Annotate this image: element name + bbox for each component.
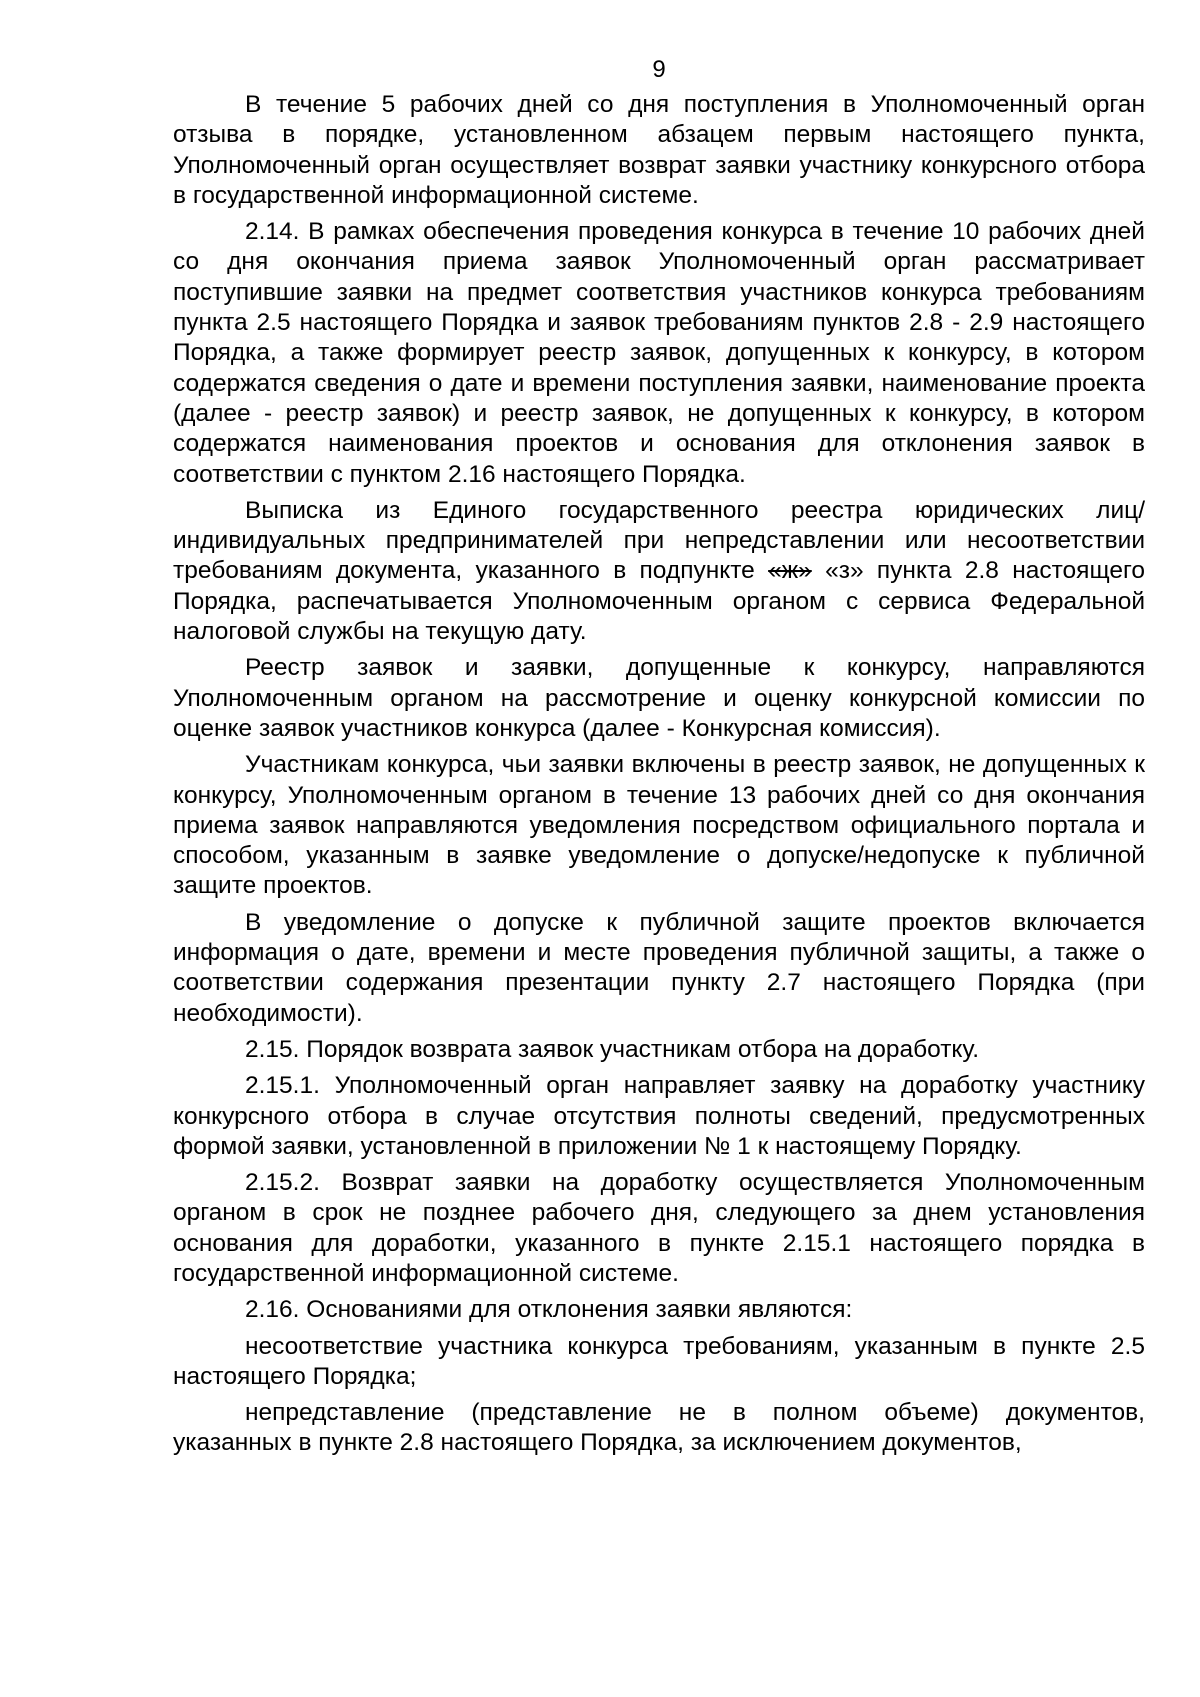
- paragraph-participant-notifications: Участникам конкурса, чьи заявки включены в реестр заявок, не допущенных к конкурсу, Уполномоченным органом в течение 13 рабочих дней со дня окончания приема заявок направляются уведомления посредством официального портала и способом, указанным в заявке уведомление о допуске/недопуске к публичной защите проектов.: [173, 751, 1145, 900]
- paragraph-2-14: 2.14. В рамках обеспечения проведения конкурса в течение 10 рабочих дней со дня окончания приема заявок Уполномоченный орган рассматривает поступившие заявки на предмет соответствия участников конкурса требованиям пункта 2.5 настоящего Порядка и заявок требованиям пунктов 2.8 - 2.9 настоящего Порядка, а также формирует реестр заявок, допущенных к конкурсу, в котором содержатся сведения о дате и времени поступления заявки, наименование проекта (далее - реестр заявок) и реестр заявок, не допущенных к конкурсу, в котором содержатся наименования проектов и основания для отклонения заявок в соответствии с пунктом 2.16 настоящего Порядка.: [173, 218, 1145, 488]
- paragraph-2-15: 2.15. Порядок возврата заявок участникам отбора на доработку.: [245, 1035, 980, 1063]
- paragraph-admission-notice: В уведомление о допуске к публичной защите проектов включается информация о дате, времени и месте проведения публичной защиты, а также о соответствии содержания презентации пункту 2.7 настоящего Порядка (при необходимости).: [173, 908, 1145, 1027]
- paragraph-rejection-reason-2: непредставление (представление не в полном объеме) документов, указанных в пункте 2.8 настоящего Порядка, за исключением документов,: [173, 1399, 1145, 1457]
- paragraph-2-16: 2.16. Основаниями для отклонения заявки являются:: [245, 1296, 853, 1324]
- paragraph-rejection-reason-1: несоответствие участника конкурса требованиям, указанным в пункте 2.5 настоящего Порядка;: [173, 1332, 1145, 1390]
- paragraph-2-15-1: 2.15.1. Уполномоченный орган направляет заявку на доработку участнику конкурсного отбора в случае отсутствия полноты сведений, предусмотренных формой заявки, установленной в приложении № 1 к настоящему Порядку.: [173, 1072, 1145, 1160]
- page-number: 9: [652, 56, 666, 83]
- document-page: [173, 55, 1145, 1465]
- paragraph-registry-to-commission: Реестр заявок и заявки, допущенные к конкурсу, направляются Уполномоченным органом на рассмотрение и оценку конкурсной комиссии по оценке заявок участников конкурса (далее - Конкурсная комиссия).: [173, 654, 1145, 742]
- egrul-text-before: Выписка из Единого государственного реестра юридических лиц/индивидуальных предпринимателей при непредставлении или несоответствии требованиям документа, указанного в подпункте: [173, 496, 1145, 585]
- egrul-text-after: «з» пункта 2.8 настоящего Порядка, распечатывается Уполномоченным органом с сервиса Федеральной налоговой службы на текущую дату.: [173, 557, 1145, 646]
- struck-subitem: «ж»: [768, 557, 812, 585]
- paragraph-return-on-withdrawal: В течение 5 рабочих дней со дня поступления в Уполномоченный орган отзыва в порядке, установленном абзацем первым настоящего пункта, Уполномоченный орган осуществляет возврат заявки участнику конкурсного отбора в государственной информационной системе.: [173, 91, 1145, 209]
- paragraph-2-15-2: 2.15.2. Возврат заявки на доработку осуществляется Уполномоченным органом в срок не позднее рабочего дня, следующего за днем установления основания для доработки, указанного в пункте 2.15.1 настоящего порядка в государственной информационной системе.: [173, 1169, 1145, 1287]
- paragraph-egrul-extract: [173, 496, 1145, 647]
